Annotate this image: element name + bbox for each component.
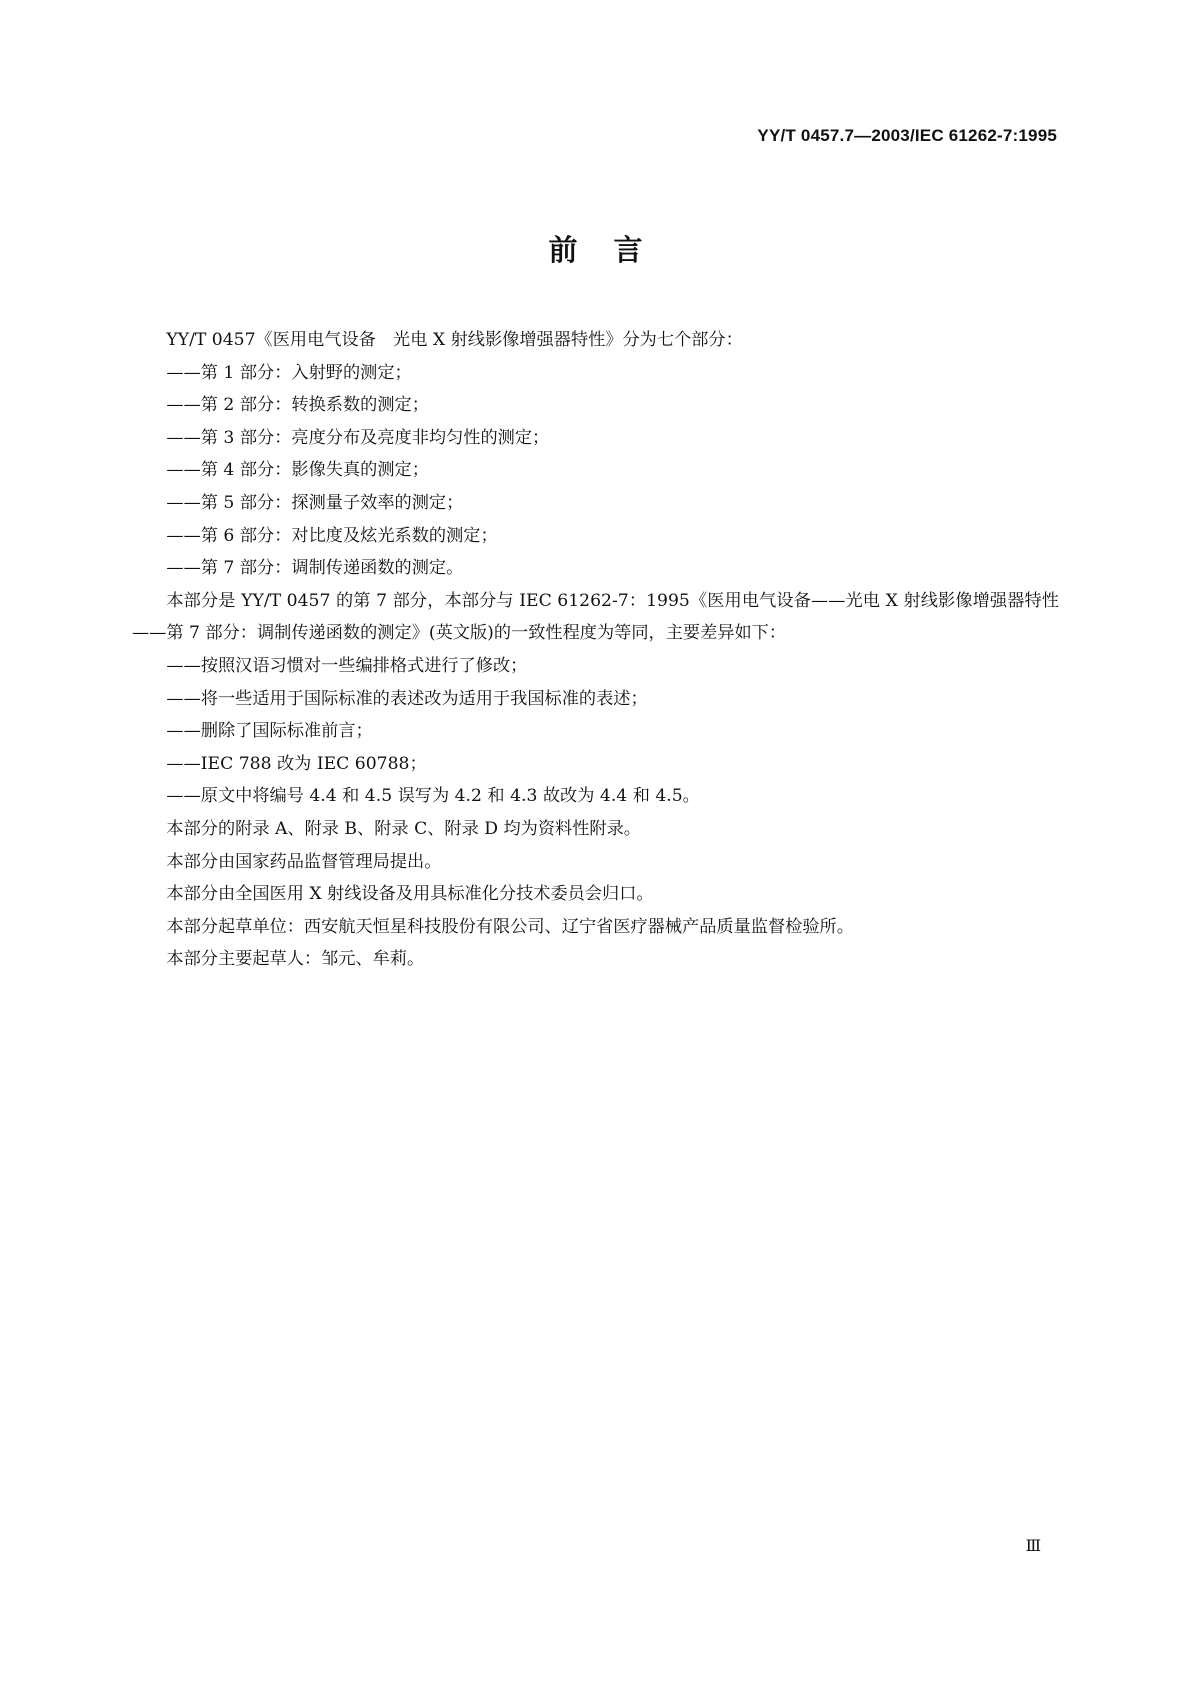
list-item-difference-3: ——删除了国际标准前言；	[166, 721, 373, 742]
list-item-part-7: ——第 7 部分：调制传递函数的测定。	[166, 558, 464, 579]
paragraph-committee: 本部分由全国医用 X 射线设备及用具标准化分技术委员会归口。	[166, 884, 654, 905]
paragraph-annexes: 本部分的附录 A、附录 B、附录 C、附录 D 均为资料性附录。	[166, 818, 641, 839]
paragraph-drafting-units: 本部分起草单位：西安航天恒星科技股份有限公司、辽宁省医疗器械产品质量监督检验所。	[166, 916, 854, 937]
list-item-difference-4: ——IEC 788 改为 IEC 60788；	[166, 753, 427, 774]
list-item-difference-2: ——将一些适用于国际标准的表述改为适用于我国标准的表述；	[166, 688, 648, 709]
standard-code: YY/T 0457.7—2003/IEC 61262-7:1995	[757, 126, 1057, 145]
list-item-part-5: ——第 5 部分：探测量子效率的测定；	[166, 492, 464, 513]
list-item-difference-1: ——按照汉语习惯对一些编排格式进行了修改；	[166, 655, 528, 676]
paragraph-equivalence: 本部分是 YY/T 0457 的第 7 部分，本部分与 IEC 61262-7：1995《医用电气设备——光电 X 射线影像增强器特性——第 7 部分：调制传递函数的测定》(英文版)的一致性程度为等同，主要差异如下：	[132, 590, 1059, 644]
list-item-part-1: ——第 1 部分：入射野的测定；	[166, 362, 412, 383]
list-item-part-4: ——第 4 部分：影像失真的测定；	[166, 460, 429, 481]
list-item-difference-5: ——原文中将编号 4.4 和 4.5 误写为 4.2 和 4.3 故改为 4.4 和 4.5。	[166, 786, 700, 807]
list-item-part-2: ——第 2 部分：转换系数的测定；	[166, 395, 429, 416]
list-item-part-3: ——第 3 部分：亮度分布及亮度非均匀性的测定；	[166, 427, 550, 448]
page-title: 前言	[548, 233, 679, 267]
paragraph-proposer: 本部分由国家药品监督管理局提出。	[166, 851, 442, 872]
paragraph-intro: YY/T 0457《医用电气设备 光电 X 射线影像增强器特性》分为七个部分：	[166, 330, 743, 350]
paragraph-drafters: 本部分主要起草人：邹元、牟莉。	[166, 949, 425, 970]
list-item-part-6: ——第 6 部分：对比度及炫光系数的测定；	[166, 525, 498, 546]
foreword-body	[132, 324, 1059, 976]
page-number: Ⅲ	[1025, 1536, 1041, 1555]
